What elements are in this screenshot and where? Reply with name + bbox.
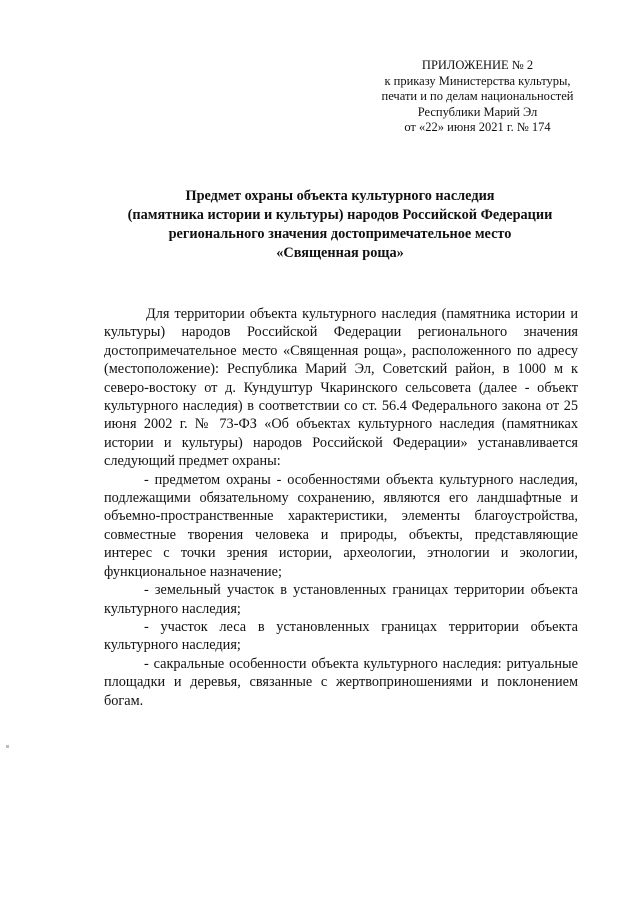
appendix-header — [370, 58, 615, 136]
list-item: - участок леса в установленных границах территории объекта культурного наследия; — [104, 618, 578, 654]
appendix-republic-line: Республики Марий Эл — [417, 104, 538, 119]
title-line-2: (памятника истории и культуры) народов Российской Федерации — [127, 207, 553, 223]
appendix-number: ПРИЛОЖЕНИЕ № 2 — [421, 58, 534, 72]
document-body — [104, 305, 578, 710]
appendix-date-line: от «22» июня 2021 г. № 174 — [404, 120, 551, 134]
list-item: - сакральные особенности объекта культурного наследия: ритуальные площадки и деревья, связанные с жертвоприношениями и поклонением богам. — [104, 655, 578, 709]
document-title — [95, 187, 585, 263]
title-line-1: Предмет охраны объекта культурного наследия — [185, 188, 495, 204]
list-item: - земельный участок в установленных границах территории объекта культурного наследия; — [104, 582, 578, 617]
title-line-3: регионального значения достопримечательное место — [168, 226, 512, 242]
title-line-4: «Священная роща» — [276, 245, 404, 261]
appendix-ministry-line: печати и по делам национальностей — [381, 89, 574, 103]
intro-paragraph: Для территории объекта культурного наследия (памятника истории и культуры) народов Российской Федерации регионального значения достопримечательное место «Священная роща», расположенного по адресу (местоположение): Республика Марий Эл, Советский район, в 1000 м к северо-востоку от д. Кундуштур Чкаринского сельсовета (далее - объект культурного наследия) в соответствии со ст. 56.4 Федерального закона от 25 июня 2002 г. № 73-ФЗ «Об объектах культурного наследия (памятниках истории и культуры) народов Российской Федерации» устанавливается следующий предмет охраны: — [104, 306, 578, 470]
list-item: - предметом охраны - особенностями объекта культурного наследия, подлежащими обязательному сохранению, являются его ландшафтные и объемно-пространственные характеристики, элементы благоустройства, совместные творения человека и природы, объекты, представляющие интерес с точки зрения истории, археологии, этнологии и экологии, функциональное назначение; — [104, 471, 578, 580]
scan-speck — [6, 745, 9, 748]
appendix-order-line: к приказу Министерства культуры, — [384, 73, 571, 88]
